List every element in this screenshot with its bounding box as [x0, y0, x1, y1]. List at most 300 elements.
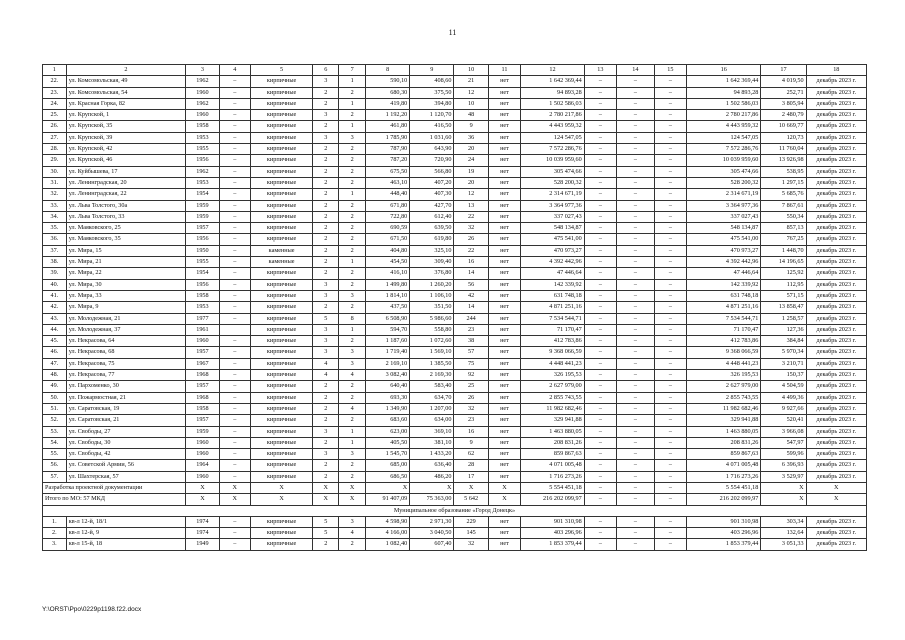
- table-cell: –: [654, 200, 686, 211]
- table-cell: –: [219, 76, 250, 87]
- table-cell: кирпичные: [250, 132, 312, 143]
- table-cell: декабрь 2023 г.: [806, 166, 866, 177]
- table-cell: –: [654, 347, 686, 358]
- table-cell: 3: [339, 516, 366, 527]
- table-cell: 2 780 217,86: [687, 110, 761, 121]
- table-cell: –: [617, 200, 655, 211]
- table-cell: кирпичные: [250, 415, 312, 426]
- table-cell: 2: [313, 437, 339, 448]
- table-cell: 1968: [186, 370, 219, 381]
- table-cell: 4 504,59: [761, 381, 806, 392]
- table-cell: 47 446,64: [521, 268, 585, 279]
- table-cell: –: [219, 313, 250, 324]
- table-cell: –: [654, 381, 686, 392]
- table-cell: 437,50: [366, 302, 410, 313]
- table-cell: ул. Мира, 22: [66, 268, 186, 279]
- table-cell: 2 627 979,00: [687, 381, 761, 392]
- table-cell: 2: [313, 268, 339, 279]
- table-cell: 623,00: [366, 426, 410, 437]
- summary-cell: –: [584, 494, 616, 505]
- table-cell: 2: [339, 234, 366, 245]
- table-cell: нет: [488, 110, 520, 121]
- table-cell: 32: [454, 223, 488, 234]
- column-number-cell: 1: [43, 65, 67, 76]
- table-cell: –: [219, 528, 250, 539]
- table-cell: –: [654, 144, 686, 155]
- table-cell: 47 446,64: [687, 268, 761, 279]
- page-number: 11: [448, 28, 457, 37]
- table-cell: 20: [454, 144, 488, 155]
- table-cell: нет: [488, 268, 520, 279]
- table-cell: 1.: [43, 516, 67, 527]
- table-cell: кирпичные: [250, 98, 312, 109]
- table-cell: 12: [454, 87, 488, 98]
- table-cell: 3: [313, 426, 339, 437]
- table-cell: нет: [488, 449, 520, 460]
- table-cell: 33.: [43, 200, 67, 211]
- table-cell: 1967: [186, 358, 219, 369]
- table-cell: 528 200,32: [687, 177, 761, 188]
- table-cell: 419,80: [366, 98, 410, 109]
- table-cell: 4: [339, 528, 366, 539]
- table-cell: 685,00: [366, 460, 410, 471]
- table-cell: 454,50: [366, 257, 410, 268]
- table-cell: 34.: [43, 211, 67, 222]
- table-cell: кирпичные: [250, 110, 312, 121]
- table-cell: –: [617, 449, 655, 460]
- table-cell: декабрь 2023 г.: [806, 98, 866, 109]
- table-cell: 4: [339, 370, 366, 381]
- table-cell: –: [584, 110, 616, 121]
- table-cell: –: [584, 381, 616, 392]
- table-cell: 25: [454, 381, 488, 392]
- table-cell: кирпичные: [250, 403, 312, 414]
- table-cell: 3.: [43, 539, 67, 550]
- table-cell: 1 463 880,05: [687, 426, 761, 437]
- table-cell: 384,84: [761, 336, 806, 347]
- table-cell: –: [584, 290, 616, 301]
- table-cell: 1957: [186, 347, 219, 358]
- table-cell: 463,10: [366, 177, 410, 188]
- table-cell: 680,30: [366, 87, 410, 98]
- table-cell: нет: [488, 516, 520, 527]
- table-cell: 404,80: [366, 245, 410, 256]
- summary-cell: X: [410, 482, 454, 493]
- table-cell: кирпичные: [250, 471, 312, 482]
- table-cell: 14 196,65: [761, 257, 806, 268]
- table-cell: декабрь 2023 г.: [806, 358, 866, 369]
- table-cell: декабрь 2023 г.: [806, 392, 866, 403]
- summary-cell: X: [250, 482, 312, 493]
- table-cell: нет: [488, 211, 520, 222]
- table-row: [43, 403, 867, 414]
- table-cell: кирпичные: [250, 539, 312, 550]
- table-cell: 1: [339, 324, 366, 335]
- table-cell: 48.: [43, 370, 67, 381]
- table-cell: 2: [313, 87, 339, 98]
- table-cell: декабрь 2023 г.: [806, 449, 866, 460]
- table-cell: 2: [339, 471, 366, 482]
- table-cell: нет: [488, 98, 520, 109]
- table-cell: 859 867,63: [521, 449, 585, 460]
- table-cell: 351,50: [410, 302, 454, 313]
- table-cell: –: [219, 381, 250, 392]
- table-cell: 2 971,30: [410, 516, 454, 527]
- table-cell: кирпичные: [250, 528, 312, 539]
- table-cell: нет: [488, 166, 520, 177]
- table-row: [43, 211, 867, 222]
- summary-cell: 216 202 099,97: [687, 494, 761, 505]
- table-cell: 3: [339, 358, 366, 369]
- table-cell: 405,50: [366, 437, 410, 448]
- table-cell: 6 396,93: [761, 460, 806, 471]
- table-cell: 2: [313, 177, 339, 188]
- summary-cell: X: [806, 482, 866, 493]
- table-cell: 634,00: [410, 415, 454, 426]
- table-cell: –: [219, 539, 250, 550]
- table-cell: 32.: [43, 189, 67, 200]
- table-cell: –: [584, 539, 616, 550]
- table-cell: –: [654, 189, 686, 200]
- table-cell: 2 780 217,86: [521, 110, 585, 121]
- table-cell: декабрь 2023 г.: [806, 539, 866, 550]
- table-row: [43, 516, 867, 527]
- table-cell: 1964: [186, 460, 219, 471]
- table-cell: 528 200,32: [521, 177, 585, 188]
- table-cell: –: [617, 98, 655, 109]
- table-cell: 145: [454, 528, 488, 539]
- table-cell: 9 368 066,59: [687, 347, 761, 358]
- table-cell: 1: [339, 98, 366, 109]
- table-row: [43, 132, 867, 143]
- table-cell: ул. Пархоменко, 30: [66, 381, 186, 392]
- table-cell: 538,95: [761, 166, 806, 177]
- table-cell: –: [617, 539, 655, 550]
- summary-cell: X: [250, 494, 312, 505]
- table-cell: –: [584, 516, 616, 527]
- table-cell: –: [654, 358, 686, 369]
- table-cell: –: [617, 437, 655, 448]
- column-number-cell: 16: [687, 65, 761, 76]
- table-cell: 2 480,79: [761, 110, 806, 121]
- column-number-cell: 2: [66, 65, 186, 76]
- summary-cell: –: [654, 482, 686, 493]
- table-cell: 29.: [43, 155, 67, 166]
- table-cell: декабрь 2023 г.: [806, 347, 866, 358]
- table-cell: –: [654, 234, 686, 245]
- table-cell: 22: [454, 211, 488, 222]
- table-cell: –: [219, 177, 250, 188]
- table-cell: 4 448 441,23: [521, 358, 585, 369]
- column-number-cell: 15: [654, 65, 686, 76]
- table-cell: 1954: [186, 268, 219, 279]
- table-cell: 325,10: [410, 245, 454, 256]
- table-cell: кирпичные: [250, 449, 312, 460]
- table-cell: 2: [313, 539, 339, 550]
- table-cell: 1960: [186, 110, 219, 121]
- table-cell: кирпичные: [250, 76, 312, 87]
- table-cell: декабрь 2023 г.: [806, 516, 866, 527]
- table-row: [43, 313, 867, 324]
- table-cell: кирпичные: [250, 87, 312, 98]
- table-row: [43, 336, 867, 347]
- table-cell: –: [584, 155, 616, 166]
- table-cell: 1 569,10: [410, 347, 454, 358]
- table-cell: 548 134,87: [521, 223, 585, 234]
- table-cell: 7 867,61: [761, 200, 806, 211]
- table-cell: 1 499,80: [366, 279, 410, 290]
- table-cell: 1958: [186, 290, 219, 301]
- table-cell: –: [219, 155, 250, 166]
- table-cell: нет: [488, 471, 520, 482]
- table-cell: 337 027,43: [521, 211, 585, 222]
- table-cell: 16: [454, 257, 488, 268]
- table-cell: 1962: [186, 166, 219, 177]
- table-cell: декабрь 2023 г.: [806, 245, 866, 256]
- table-cell: 309,40: [410, 257, 454, 268]
- table-cell: –: [219, 234, 250, 245]
- table-cell: нет: [488, 121, 520, 132]
- table-cell: 305 474,66: [687, 166, 761, 177]
- table-cell: 9: [454, 121, 488, 132]
- table-cell: кирпичные: [250, 268, 312, 279]
- table-cell: –: [219, 460, 250, 471]
- table-cell: 4 598,90: [366, 516, 410, 527]
- table-cell: –: [584, 87, 616, 98]
- table-cell: 1956: [186, 279, 219, 290]
- table-cell: 326 195,53: [521, 370, 585, 381]
- summary-cell: X: [339, 494, 366, 505]
- column-number-row: [43, 65, 867, 76]
- table-cell: 54.: [43, 437, 67, 448]
- table-cell: нет: [488, 370, 520, 381]
- table-cell: 5 970,34: [761, 347, 806, 358]
- column-number-cell: 7: [339, 65, 366, 76]
- table-cell: –: [219, 358, 250, 369]
- table-cell: нет: [488, 381, 520, 392]
- table-cell: 2: [339, 155, 366, 166]
- table-cell: 55.: [43, 449, 67, 460]
- table-cell: –: [654, 324, 686, 335]
- table-cell: 1: [339, 426, 366, 437]
- table-cell: –: [584, 234, 616, 245]
- table-cell: 2: [339, 392, 366, 403]
- table-cell: нет: [488, 257, 520, 268]
- table-cell: 1957: [186, 223, 219, 234]
- table-cell: 376,80: [410, 268, 454, 279]
- table-cell: 4 019,50: [761, 76, 806, 87]
- table-cell: 2 855 743,55: [687, 392, 761, 403]
- table-cell: 53.: [43, 426, 67, 437]
- table-row: [43, 76, 867, 87]
- table-cell: 2: [339, 302, 366, 313]
- table-cell: нет: [488, 200, 520, 211]
- table-cell: декабрь 2023 г.: [806, 268, 866, 279]
- table-cell: декабрь 2023 г.: [806, 381, 866, 392]
- column-number-cell: 5: [250, 65, 312, 76]
- table-cell: 329 941,88: [687, 415, 761, 426]
- table-cell: 1 031,60: [410, 132, 454, 143]
- table-cell: –: [584, 144, 616, 155]
- table-cell: нет: [488, 144, 520, 155]
- table-cell: –: [654, 449, 686, 460]
- table-cell: 3 040,50: [410, 528, 454, 539]
- table-cell: 10 039 959,60: [687, 155, 761, 166]
- table-cell: 599,96: [761, 449, 806, 460]
- table-cell: декабрь 2023 г.: [806, 257, 866, 268]
- table-cell: 120,73: [761, 132, 806, 143]
- table-row: [43, 87, 867, 98]
- table-cell: 3 210,71: [761, 358, 806, 369]
- table-cell: 631 748,18: [687, 290, 761, 301]
- table-cell: 2: [313, 98, 339, 109]
- table-cell: 9 368 066,59: [521, 347, 585, 358]
- table-cell: –: [584, 189, 616, 200]
- table-cell: кв-л 12-й, 9: [66, 528, 186, 539]
- table-cell: –: [219, 471, 250, 482]
- table-cell: 21: [454, 76, 488, 87]
- table-row: [43, 302, 867, 313]
- table-cell: –: [219, 110, 250, 121]
- table-cell: 30.: [43, 166, 67, 177]
- table-cell: 1960: [186, 336, 219, 347]
- table-cell: 3: [313, 279, 339, 290]
- table-cell: 132,64: [761, 528, 806, 539]
- table-cell: декабрь 2023 г.: [806, 528, 866, 539]
- table-cell: 1974: [186, 528, 219, 539]
- table-cell: 857,13: [761, 223, 806, 234]
- table-cell: кирпичные: [250, 200, 312, 211]
- table-cell: 859 867,63: [687, 449, 761, 460]
- table-cell: 1962: [186, 98, 219, 109]
- table-cell: 303,34: [761, 516, 806, 527]
- table-cell: –: [654, 245, 686, 256]
- table-cell: 1 260,20: [410, 279, 454, 290]
- table-cell: –: [617, 132, 655, 143]
- table-cell: 369,10: [410, 426, 454, 437]
- table-cell: –: [584, 370, 616, 381]
- table-cell: 11 760,04: [761, 144, 806, 155]
- summary-cell: –: [654, 494, 686, 505]
- table-cell: ул. Крупской, 46: [66, 155, 186, 166]
- table-cell: –: [654, 166, 686, 177]
- column-number-cell: 17: [761, 65, 806, 76]
- table-cell: –: [654, 403, 686, 414]
- housing-repair-table: [42, 64, 867, 551]
- table-cell: нет: [488, 76, 520, 87]
- table-cell: 590,10: [366, 76, 410, 87]
- table-cell: 1 385,50: [410, 358, 454, 369]
- table-cell: кирпичные: [250, 324, 312, 335]
- table-cell: ул. Ленинградская, 22: [66, 189, 186, 200]
- table-cell: 1 448,70: [761, 245, 806, 256]
- table-cell: декабрь 2023 г.: [806, 121, 866, 132]
- table-cell: нет: [488, 392, 520, 403]
- table-cell: –: [617, 268, 655, 279]
- table-cell: 1 297,15: [761, 177, 806, 188]
- table-cell: –: [219, 426, 250, 437]
- column-number-cell: 11: [488, 65, 520, 76]
- table-cell: 1959: [186, 200, 219, 211]
- table-cell: 2: [313, 257, 339, 268]
- table-cell: 17: [454, 471, 488, 482]
- table-cell: –: [654, 76, 686, 87]
- table-cell: –: [617, 324, 655, 335]
- table-cell: 244: [454, 313, 488, 324]
- table-cell: –: [584, 460, 616, 471]
- table-cell: 24: [454, 155, 488, 166]
- table-cell: –: [617, 381, 655, 392]
- table-cell: 94 893,28: [687, 87, 761, 98]
- table-cell: 2: [339, 87, 366, 98]
- table-cell: ул. Мира, 33: [66, 290, 186, 301]
- table-cell: 619,80: [410, 234, 454, 245]
- table-cell: кирпичные: [250, 189, 312, 200]
- table-cell: –: [219, 516, 250, 527]
- table-cell: ул. Куйбышева, 17: [66, 166, 186, 177]
- table-cell: –: [219, 347, 250, 358]
- table-cell: ул. Крупской, 42: [66, 144, 186, 155]
- table-cell: 427,70: [410, 200, 454, 211]
- table-row: [43, 200, 867, 211]
- summary-cell: X: [366, 482, 410, 493]
- table-cell: 10 669,77: [761, 121, 806, 132]
- table-cell: 51.: [43, 403, 67, 414]
- table-cell: нет: [488, 460, 520, 471]
- table-cell: –: [617, 392, 655, 403]
- table-cell: –: [617, 189, 655, 200]
- table-cell: 32: [454, 403, 488, 414]
- table-cell: 2: [313, 223, 339, 234]
- table-cell: 28.: [43, 144, 67, 155]
- table-cell: 1 187,60: [366, 336, 410, 347]
- table-cell: 2.: [43, 528, 67, 539]
- table-cell: кирпичные: [250, 516, 312, 527]
- table-cell: 693,30: [366, 392, 410, 403]
- table-cell: 2: [339, 539, 366, 550]
- table-cell: 403 296,96: [521, 528, 585, 539]
- table-cell: 3: [339, 449, 366, 460]
- table-cell: –: [617, 460, 655, 471]
- table-cell: 1 853 379,44: [687, 539, 761, 550]
- table-cell: 3 364 977,36: [521, 200, 585, 211]
- table-cell: декабрь 2023 г.: [806, 155, 866, 166]
- table-cell: ул. Свободы, 30: [66, 437, 186, 448]
- table-cell: 2: [339, 336, 366, 347]
- table-cell: 1955: [186, 144, 219, 155]
- table-row: [43, 290, 867, 301]
- column-number-cell: 9: [410, 65, 454, 76]
- table-cell: 1949: [186, 539, 219, 550]
- table-cell: 675,50: [366, 166, 410, 177]
- table-cell: 548 134,87: [687, 223, 761, 234]
- table-cell: –: [617, 528, 655, 539]
- table-cell: 45.: [43, 336, 67, 347]
- table-cell: 3: [339, 347, 366, 358]
- table-row: [43, 223, 867, 234]
- table-cell: 1950: [186, 245, 219, 256]
- table-cell: кирпичные: [250, 234, 312, 245]
- table-cell: 20: [454, 177, 488, 188]
- table-cell: нет: [488, 403, 520, 414]
- table-cell: 403 296,96: [687, 528, 761, 539]
- table-cell: 1 545,70: [366, 449, 410, 460]
- table-cell: 3: [339, 290, 366, 301]
- table-row: [43, 121, 867, 132]
- table-cell: 4 443 959,32: [687, 121, 761, 132]
- table-cell: 4 071 005,48: [521, 460, 585, 471]
- table-cell: 3 529,97: [761, 471, 806, 482]
